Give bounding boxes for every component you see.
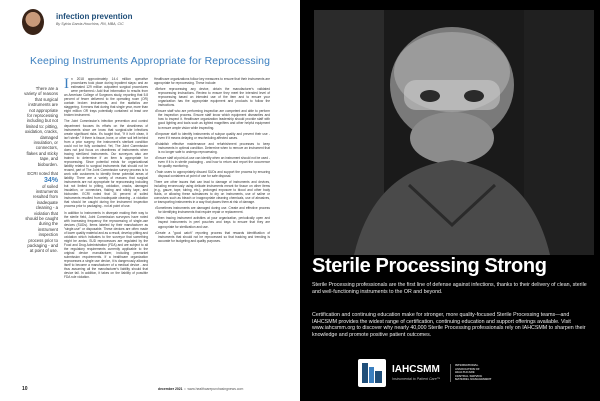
issue-date: december 2021 [158, 387, 183, 391]
bullet-item: •Sometimes instruments are damaged during use. Create and effective process for identifying instruments that require repair or replacement. [155, 206, 270, 215]
iahcsmm-logo-icon [357, 358, 387, 388]
ad-body: Certification and continuing education make for stronger, more quality-focused Sterile Processing teams—and IAHCSMM provides the widest range of certification, continuing education and support offerings available. Visit www.iahcsmm.org to discover why nearly 40,000 Sterile Processing professionals rely on IAHCSMM to sharpen their knowledge and promote positive patient outcomes. [312, 312, 586, 339]
article-title: Keeping Instruments Appropriate for Reprocessing [30, 55, 271, 67]
org-line: MATERIEL MANAGEMENT [455, 377, 492, 382]
article-column-2 [154, 77, 270, 245]
paragraph: There are other issues that can lead to damage of instruments and devices, including erroneously using delicate instruments meant for tissue on other items (e.g., gauze, tape, tubing, etc.), prolonged exposure to blood and other body fluids, or allowing these substances to dry on instruments, use of saline or corrosives such as bleach or inappropriate cleaning chemicals, use of abrasives, or transporting instruments in a way that places them at risk of damage. [154, 180, 270, 205]
org-name-block [450, 364, 520, 382]
article-column-1 [64, 77, 148, 281]
bullet-item: •Empower staff to identify instruments of subpar quality and prevent their use - even if it means delaying or rescheduling affected cases. [155, 131, 270, 140]
paragraph: In 2018 approximately 14.4 million operative procedures took place during inpatient stays¹ and an estimated 129 million outpatient surgical procedures were performed.² Add that information to results from an American College of Surgeons study, reporting that 5.8 percent of fewer delivered to the operating room (OR) contain broken instruments, and the statistics are staggering. It means that during that single year, more than eight million OR trays potentially contained at least one broken instrument. [64, 76, 148, 118]
byline: By Sylvia Garcia-Houchins, RN, MBA, CIC [56, 22, 124, 26]
page-footer: december 2021 • www.healthcarepurchasingnews.com [158, 387, 244, 391]
pullquote-stat-lead: ECRI noted that [27, 171, 58, 177]
paragraph: Healthcare organizations follow key measures to ensure that their instruments are appropriate for reprocessing. These include: [154, 77, 270, 86]
technician-photo [314, 10, 594, 255]
drop-cap: I [64, 76, 69, 92]
ad-logo-name: IAHCSMM [392, 364, 440, 375]
bullet-item: •Ensure staff who are performing inspection are competent and able to perform the inspection process. Ensure staff know which equipment dismantles and how to inspect it. Healthcare organization leadership should provide staff with good lighting and tools such as lighted magnifiers and other helpful equipment to ensure ample vision while inspecting. [155, 109, 270, 130]
bullet-item: •Before reprocessing any device, obtain the manufacturer's validated reprocessing instructions. Review to ensure they meet the intended level of reprocessing based on intended use of the item and to ensure your organization has the appropriate equipment and products to follow the instructions. [155, 87, 270, 108]
pullquote-top: There are a variety of reasons that surgical instruments are not appropriate for reprocessing including but not limited to: pitting, oxidation, cracks, damaged insulation, or connectors, flakes and sticky tape, and bioburden. [24, 86, 58, 167]
ad-headline: Sterile Processing Strong [312, 255, 547, 277]
bullet-item: •Ensure staff at point-of-use can identify when an instrument should not be used - even if it is in sterile packaging - and how to return and report the occurrence for quality monitoring. [155, 155, 270, 168]
site-url: www.healthcarepurchasingnews.com [187, 387, 244, 391]
paragraph: In addition to instruments in disrepair making their way to the sterile field, Joint Commission surveyors have noted with increasing frequency the reprocessing of single-use devices (SUDs). Items labeled by their manufacturer as "single-use" or disposable. These devices are often made of lower quality material and as a result, develop pitting and oxidation which indicates to the surveyor that something might be amiss. SUD reprocessors are regulated by the Food and Drug Administration (FDA) and are subject to all the regulatory requirements currently applicable to the original device manufacturer, including premarket submission requirements. If a healthcare organization reprocesses a single use device, it is dangerously allowing itself to become a manufacturer of a medical device - and thus assuming all the manufacturer's liability should that device fail. In addition, it takes on the liability of possible FDA rule violation. [64, 210, 148, 280]
org-line: CENTRAL SERVICE [455, 373, 483, 378]
author-photo [22, 9, 44, 35]
paragraph: The Joint Commission's infection prevention and control department focuses its efforts on the cleanliness of instruments since we know that surgical-site infections create significant risks. It's taught that, "If it isn't clean, it isn't sterile." If there is tissue, bone, or other soil left behind from a prior surgery, the instrument's sterilant condition could not be fully contacted. Yet, The Joint Commission does not just focus on cleanliness of instruments when tracing sterilized instruments. Our surveyors also are trained to determine if an item is appropriate for reprocessing. Since potential exists for organizational liability related to surgical instruments that should not be reused, part of The Joint Commission survey process is to work with customers to identify these potential areas of liability. There are a variety of reasons that surgical instruments are not appropriate for reprocessing including but not limited to pitting, oxidation, cracks, damaged insulation, or connectors, flaking and sticky tape, and bioburden. ECRI noted that 34 percent of soiled instruments resulted from inadequate cleaning - a violation that should be caught during the instrument inspection process prior to packaging - not at point of use. [64, 119, 148, 209]
org-line: HEALTHCARE [455, 370, 475, 375]
page-number: 10 [22, 386, 28, 392]
bullet-item: •When tracing instrument activities at your organization, periodically open and inspect instruments in peel pouches and trays to ensure that they are appropriate for sterilization and use. [155, 216, 270, 229]
org-line: ASSOCIATION OF [455, 366, 480, 371]
section-title: infection prevention [56, 12, 133, 21]
pullquote [24, 86, 58, 254]
org-line: INTERNATIONAL [455, 363, 479, 367]
pullquote-stat: 34% [43, 176, 58, 184]
ad-intro: Sterile Processing professionals are the first line of defense against infections, thanks to their delivery of clean, sterile and well-functioning instruments to the OR and beyond. [312, 282, 587, 295]
pullquote-stat-rest: of soiled instruments resulted from inadequate cleaning - a violation that should be caught during the instrument inspection process prior to packaging - and at point of use. [25, 183, 58, 254]
ad-tagline: Instrumental to Patient Care™ [392, 377, 441, 381]
advertisement-page [300, 0, 600, 401]
bullet-item: •Establish effective maintenance and refurbishment processes to keep instruments in optimal condition. Determine when to remove an instrument that is no longer safe to undergo reprocessing. [155, 141, 270, 154]
bullet-item: •Train users to appropriately discard SUDs and support the process by ensuring disposal containers at point of use for safe disposal. [155, 169, 270, 178]
bullet-item: •Create a "good catch" reporting process that rewards identification of instruments that should not be reprocessed so that tracking and trending is accurate for budgeting and quality purposes. [155, 230, 270, 243]
